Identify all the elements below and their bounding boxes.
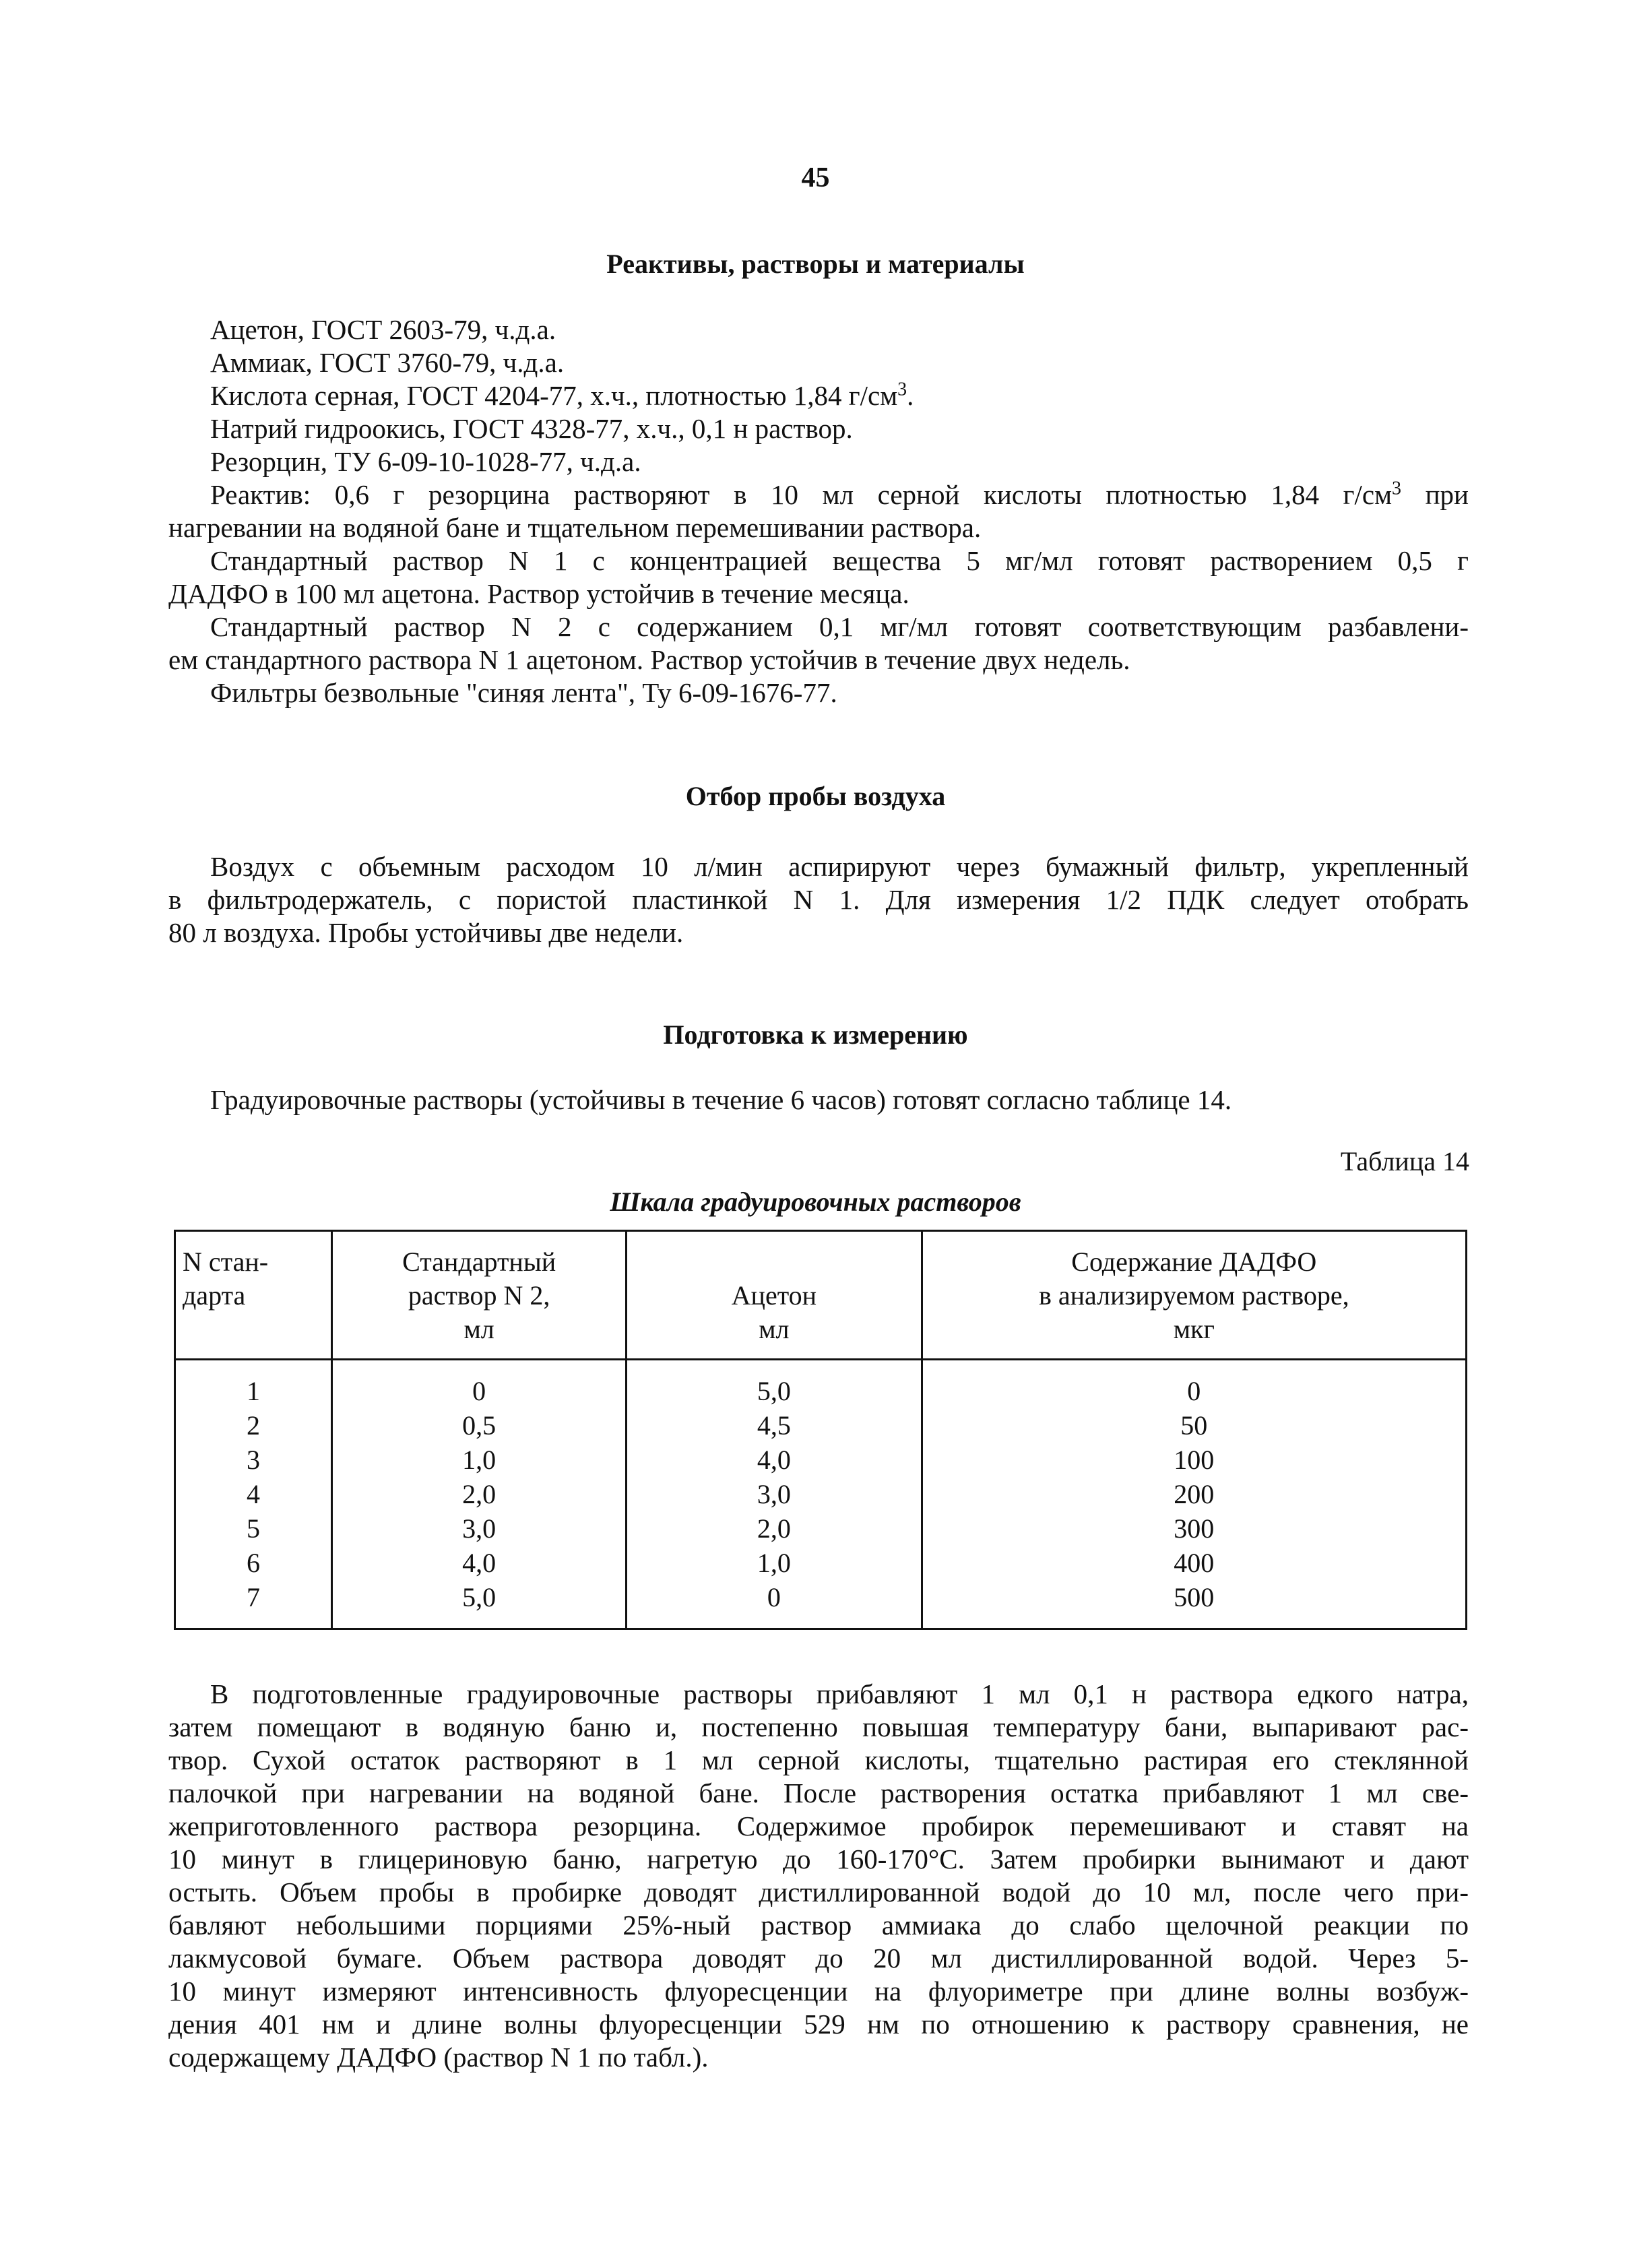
air-sampling-paragraph bbox=[168, 850, 1469, 949]
air-sampling-line-2: в фильтродержатель, с пористой пластинкой N 1. Для измерения 1/2 ПДК следует отобрать bbox=[168, 884, 1469, 915]
procedure-line: содержащему ДАДФО (раствор N 1 по табл.). bbox=[168, 2042, 709, 2073]
header-line: Стандартный bbox=[402, 1247, 556, 1277]
procedure-line: 10 минут измеряют интенсивность флуоресценции на флуориметре при длине волны возбуж- bbox=[168, 1976, 1469, 2007]
header-line: Ацетон bbox=[731, 1280, 817, 1311]
table-cell: 5,0 bbox=[332, 1580, 627, 1629]
table-row bbox=[175, 1546, 1467, 1580]
table-label: Таблица 14 bbox=[1340, 1146, 1469, 1176]
procedure-line: остыть. Объем пробы в пробирке доводят дистиллированной водой до 10 мл, после чего при- bbox=[168, 1877, 1469, 1908]
table-cell: 0 bbox=[922, 1360, 1466, 1409]
table-cell: 100 bbox=[922, 1443, 1466, 1477]
filters-line: Фильтры безвольные "синяя лента", Ту 6-09-1676-77. bbox=[210, 677, 837, 708]
procedure-line: затем помещают в водяную баню и, постепенно повышая температуру бани, выпаривают рас- bbox=[168, 1711, 1469, 1742]
table-cell: 3,0 bbox=[627, 1477, 922, 1511]
reagent-item-sulfuric-acid-end: . bbox=[907, 380, 914, 411]
reagent-item-acetone: Ацетон, ГОСТ 2603-79, ч.д.а. bbox=[210, 314, 556, 345]
reagent-item-resorcinol: Резорцин, ТУ 6-09-10-1028-77, ч.д.а. bbox=[210, 446, 641, 477]
table-row bbox=[175, 1511, 1467, 1546]
air-sampling-line-1: Воздух с объемным расходом 10 л/мин аспирируют через бумажный фильтр, укрепленный bbox=[210, 851, 1469, 882]
header-line: дарта bbox=[183, 1280, 246, 1311]
table-cell: 500 bbox=[922, 1580, 1466, 1629]
procedure-line: 10 минут в глицериновую баню, нагретую до 160-170°С. Затем пробирки вынимают и дают bbox=[168, 1844, 1469, 1875]
procedure-line: палочкой при нагревании на водяной бане. После растворения остатка прибавляют 1 мл све- bbox=[168, 1777, 1469, 1808]
header-line: в анализируемом растворе, bbox=[1038, 1280, 1349, 1311]
reagent-item-sulfuric-acid bbox=[168, 379, 1469, 412]
table-cell: 1,0 bbox=[627, 1546, 922, 1580]
table-cell: 4 bbox=[175, 1477, 332, 1511]
table-row bbox=[175, 1477, 1467, 1511]
header-line: N стан- bbox=[183, 1247, 269, 1277]
header-standard-solution bbox=[332, 1231, 627, 1360]
header-standard-number bbox=[175, 1231, 332, 1360]
header-acetone bbox=[627, 1231, 922, 1360]
table-cell: 2,0 bbox=[627, 1511, 922, 1546]
table-cell: 300 bbox=[922, 1511, 1466, 1546]
reagent-line-1-end: при bbox=[1401, 479, 1469, 510]
table-row bbox=[175, 1443, 1467, 1477]
header-line: раствор N 2, bbox=[408, 1280, 550, 1311]
table-cell: 1,0 bbox=[332, 1443, 627, 1477]
table-cell: 2,0 bbox=[332, 1477, 627, 1511]
table-cell: 5 bbox=[175, 1511, 332, 1546]
table-cell: 400 bbox=[922, 1546, 1466, 1580]
table-cell: 4,0 bbox=[332, 1546, 627, 1580]
table-header-row bbox=[175, 1231, 1467, 1360]
header-line: мкг bbox=[1173, 1314, 1215, 1344]
procedure-line: дения 401 нм и длине волны флуоресценции 529 нм по отношению к раствору сравнения, не bbox=[168, 2009, 1469, 2040]
preparation-intro-line: Градуировочные растворы (устойчивы в течение 6 часов) готовят согласно таблице 14. bbox=[210, 1084, 1232, 1115]
section-title-preparation: Подготовка к измерению bbox=[663, 1019, 968, 1050]
section-title-air-sampling: Отбор пробы воздуха bbox=[685, 781, 946, 811]
superscript-3: 3 bbox=[897, 379, 907, 400]
table-row bbox=[175, 1408, 1467, 1443]
table-cell: 200 bbox=[922, 1477, 1466, 1511]
table-cell: 0,5 bbox=[332, 1408, 627, 1443]
reagent-item-ammonia: Аммиак, ГОСТ 3760-79, ч.д.а. bbox=[210, 347, 565, 378]
table-cell: 0 bbox=[332, 1360, 627, 1409]
header-line: мл bbox=[463, 1314, 494, 1344]
section-title-reagents: Реактивы, растворы и материалы bbox=[606, 249, 1025, 279]
standard-1-line-1: Стандартный раствор N 1 с концентрацией вещества 5 мг/мл готовят растворением 0,5 г bbox=[210, 545, 1469, 576]
air-sampling-line-3: 80 л воздуха. Пробы устойчивы две недели. bbox=[168, 917, 684, 948]
reagent-line-1-text: Реактив: 0,6 г резорцина растворяют в 10 мл серной кислоты плотностью 1,84 г/см bbox=[210, 479, 1393, 510]
superscript-3: 3 bbox=[1392, 478, 1402, 499]
table-cell: 2 bbox=[175, 1408, 332, 1443]
procedure-paragraph bbox=[168, 1678, 1469, 2074]
standard-2-line-2: ем стандартного раствора N 1 ацетоном. Раствор устойчив в течение двух недель. bbox=[168, 644, 1130, 675]
table-cell: 3 bbox=[175, 1443, 332, 1477]
table-cell: 50 bbox=[922, 1408, 1466, 1443]
calibration-table-wrap bbox=[174, 1230, 1467, 1630]
procedure-line: В подготовленные градуировочные растворы прибавляют 1 мл 0,1 н раствора едкого натра, bbox=[210, 1678, 1469, 1709]
reagents-list bbox=[168, 313, 1469, 710]
table-row bbox=[175, 1360, 1467, 1409]
table-title: Шкала градуировочных растворов bbox=[610, 1187, 1021, 1217]
table-cell: 0 bbox=[627, 1580, 922, 1629]
table-row bbox=[175, 1580, 1467, 1629]
table-cell: 1 bbox=[175, 1360, 332, 1409]
standard-2-line-1: Стандартный раствор N 2 с содержанием 0,1 мг/мл готовят соответствующим разбавлени- bbox=[210, 611, 1469, 642]
header-dadfo-content bbox=[922, 1231, 1466, 1360]
preparation-intro bbox=[168, 1083, 1469, 1116]
table-cell: 4,0 bbox=[627, 1443, 922, 1477]
page-number: 45 bbox=[801, 162, 830, 193]
standard-1-line-2: ДАДФО в 100 мл ацетона. Раствор устойчив в течение месяца. bbox=[168, 578, 909, 609]
header-line: мл bbox=[759, 1314, 790, 1344]
table-cell: 5,0 bbox=[627, 1360, 922, 1409]
table-cell: 7 bbox=[175, 1580, 332, 1629]
table-cell: 4,5 bbox=[627, 1408, 922, 1443]
calibration-table bbox=[174, 1230, 1467, 1630]
procedure-line: жеприготовленного раствора резорцина. Содержимое пробирок перемешивают и ставят на bbox=[168, 1810, 1469, 1841]
reagent-line-2: нагревании на водяной бане и тщательном перемешивании раствора. bbox=[168, 512, 982, 543]
procedure-line: твор. Сухой остаток растворяют в 1 мл серной кислоты, тщательно растирая его стеклянной bbox=[168, 1744, 1469, 1775]
procedure-line: бавляют небольшими порциями 25%-ный раствор аммиака до слабо щелочной реакции по bbox=[168, 1910, 1469, 1941]
reagent-item-sulfuric-acid-text: Кислота серная, ГОСТ 4204-77, х.ч., плотностью 1,84 г/см bbox=[210, 380, 898, 411]
procedure-line: лакмусовой бумаге. Объем раствора доводят до 20 мл дистиллированной водой. Через 5- bbox=[168, 1943, 1469, 1974]
reagent-line-1 bbox=[168, 478, 1469, 511]
header-line bbox=[634, 1245, 914, 1279]
table-cell: 3,0 bbox=[332, 1511, 627, 1546]
reagent-item-sodium-hydroxide: Натрий гидроокись, ГОСТ 4328-77, х.ч., 0,1 н раствор. bbox=[210, 413, 853, 444]
header-line: Содержание ДАДФО bbox=[1071, 1247, 1317, 1277]
table-cell: 6 bbox=[175, 1546, 332, 1580]
